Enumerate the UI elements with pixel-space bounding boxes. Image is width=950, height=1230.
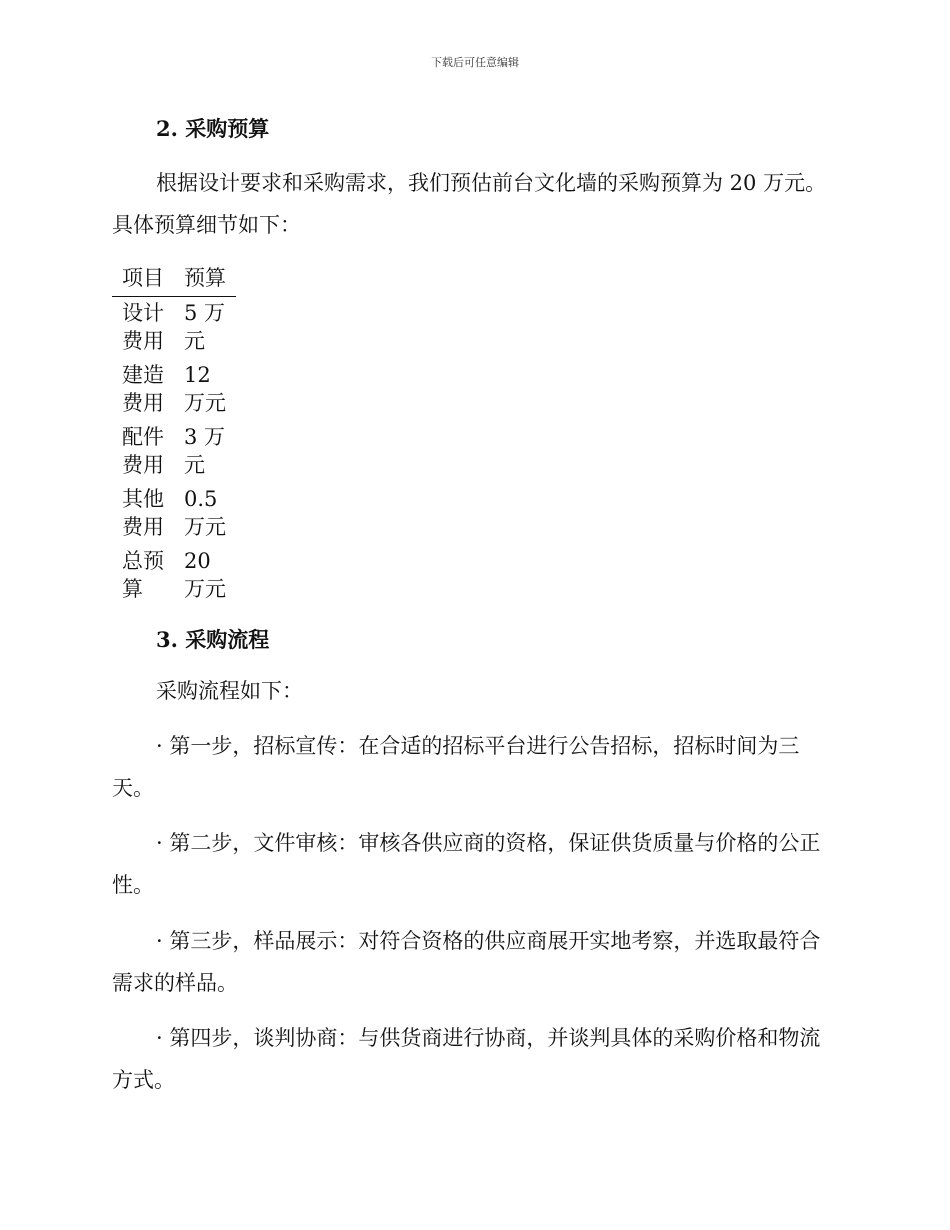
budget-item-cell: 总预算 bbox=[122, 549, 164, 601]
table-row bbox=[112, 359, 236, 421]
budget-heading: 2. 采购预算 bbox=[156, 116, 270, 141]
budget-value-cell: 5 万元 bbox=[184, 301, 226, 353]
process-step-2: · 第二步，文件审核：审核各供应商的资格，保证供货质量与价格的公正性。 bbox=[112, 831, 821, 897]
process-heading: 3. 采购流程 bbox=[156, 627, 270, 652]
budget-item-cell: 建造费用 bbox=[122, 363, 164, 415]
budget-value-cell: 20 万元 bbox=[184, 549, 226, 601]
budget-item-cell: 配件费用 bbox=[122, 425, 164, 477]
budget-item-cell: 其他费用 bbox=[122, 487, 164, 539]
budget-value-cell: 0.5 万元 bbox=[184, 487, 226, 539]
table-row bbox=[112, 297, 236, 360]
budget-table-header-item: 项目 bbox=[112, 262, 174, 297]
process-step-3: · 第三步，样品展示：对符合资格的供应商展开实地考察，并选取最符合需求的样品。 bbox=[112, 929, 821, 995]
process-step-4: · 第四步，谈判协商：与供货商进行协商，并谈判具体的采购价格和物流方式。 bbox=[112, 1026, 821, 1092]
page-header: 下载后可任意编辑 bbox=[431, 56, 519, 69]
budget-intro: 根据设计要求和采购需求，我们预估前台文化墙的采购预算为 20 万元。具体预算细节如下： bbox=[112, 171, 827, 237]
budget-value-cell: 12 万元 bbox=[184, 363, 226, 415]
budget-table-header-row bbox=[112, 262, 236, 297]
table-row bbox=[112, 483, 236, 545]
budget-table-header-budget: 预算 bbox=[174, 262, 236, 297]
table-row bbox=[112, 421, 236, 483]
budget-value-cell: 3 万元 bbox=[184, 425, 226, 477]
budget-table bbox=[112, 262, 236, 607]
table-row bbox=[112, 545, 236, 607]
process-step-1: · 第一步，招标宣传：在合适的招标平台进行公告招标，招标时间为三天。 bbox=[112, 734, 800, 800]
process-intro: 采购流程如下： bbox=[156, 679, 303, 703]
budget-item-cell: 设计费用 bbox=[122, 301, 164, 353]
